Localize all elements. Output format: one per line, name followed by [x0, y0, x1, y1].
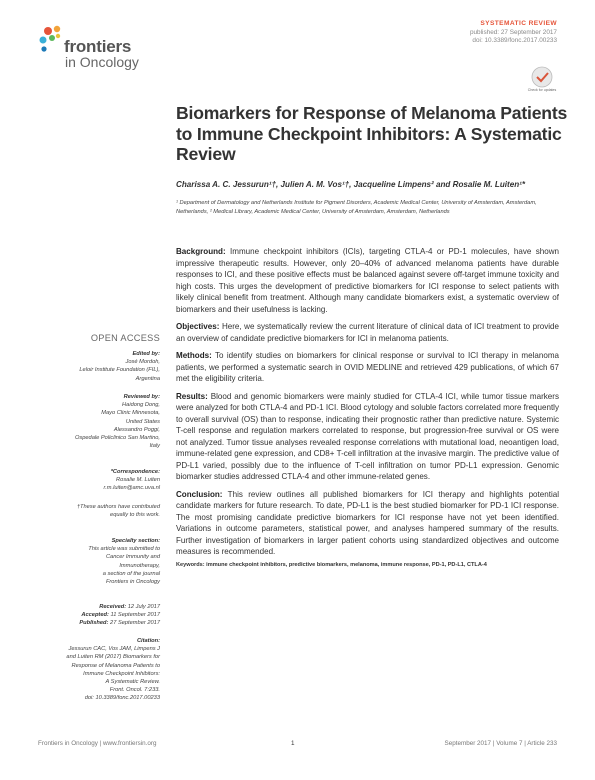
- citation-line: A Systematic Review.: [105, 679, 160, 686]
- footer-journal-link[interactable]: Frontiers in Oncology | www.frontiersin.org: [38, 740, 157, 747]
- conclusion-label: Conclusion:: [176, 489, 223, 499]
- citation-line: Front. Oncol. 7:233.: [109, 687, 160, 694]
- abstract: [176, 246, 559, 575]
- equal-contribution-note: [30, 503, 160, 519]
- reviewer-line: Haidong Dong,: [122, 402, 160, 409]
- article-title: Biomarkers for Response of Melanoma Patients to Immune Checkpoint Inhibitors: A Systematic Review: [176, 103, 568, 164]
- footer-issue-info: September 2017 | Volume 7 | Article 233: [444, 740, 557, 747]
- reviewer-line: Mayo Clinic Minnesota,: [101, 410, 160, 417]
- logo-journal-name: in Oncology: [65, 54, 139, 70]
- citation-line[interactable]: doi: 10.3389/fonc.2017.00233: [84, 695, 160, 702]
- correspondence-label: *Correspondence:: [110, 469, 160, 475]
- background-label: Background:: [176, 247, 226, 256]
- published-sidebar-date: 27 September 2017: [110, 620, 160, 627]
- citation-label: Citation:: [136, 638, 160, 644]
- specialty-line: Immunotherapy,: [119, 562, 160, 569]
- abstract-methods: [176, 350, 559, 385]
- accepted-label: Accepted:: [81, 612, 109, 619]
- page-number: 1: [291, 740, 295, 747]
- dates-block: [30, 603, 160, 628]
- results-text: Blood and genomic biomarkers were mainly studied for CTLA-4 ICI, while tumor tissue markers were analyzed for both CTLA-4 and PD-1 ICI. Blood cytology and soluble factors correlated more frequently to overall survival (OS) than to response, indicating their prognostic rather than predictive nature. Systemic T-cell response and regulation markers correlated to response, but progression-free survival or OS were not analyzed. Tumor tissue analyses revealed response correlations with mutational load, neoantigen load, immune-related gene expression, and CD8+ T-cell infiltration at the invasive margin. The predictive value of PD-L1 varied, possibly due to the influence of T-cell infiltration on tumor PD-L1 expression. Genomic biomarker studies addressed CTLA-4 and other immune-related genes.: [176, 391, 559, 481]
- methods-text: To identify studies on biomarkers for clinical response or survival to ICI therapy in melanoma patients, we performed a systematic search in OVID MEDLINE and retrieved 429 publications, of which 67 met the eligibility criteria.: [176, 351, 559, 383]
- reviewer-line: United States: [125, 418, 160, 425]
- specialty-line: This article was submitted to: [88, 546, 160, 553]
- correspondence-email[interactable]: r.m.luiten@amc.uva.nl: [103, 485, 160, 492]
- keywords-label: Keywords:: [176, 561, 205, 568]
- published-line: [30, 619, 160, 627]
- correspondence-block: [30, 468, 160, 493]
- logo-wordmark: frontiers: [64, 37, 132, 56]
- objectives-label: Objectives:: [176, 322, 220, 331]
- equal-contribution-line: equally to this work.: [110, 512, 160, 519]
- equal-contribution-line: †These authors have contributed: [76, 504, 160, 510]
- article-type: SYSTEMATIC REVIEW: [480, 20, 557, 27]
- specialty-section-label: Specialty section:: [111, 538, 160, 544]
- journal-logo: [38, 20, 178, 68]
- abstract-results: [176, 391, 559, 483]
- received-label: Received:: [99, 604, 127, 610]
- correspondence-name: Rosalie M. Luiten: [116, 477, 160, 484]
- specialty-section-block: [30, 537, 160, 586]
- published-date: published: 27 September 2017: [469, 28, 557, 36]
- doi: doi: 10.3389/fonc.2017.00233: [472, 37, 557, 45]
- accepted-date: 11 September 2017: [110, 612, 160, 619]
- reviewed-by-label: Reviewed by:: [123, 394, 160, 400]
- reviewed-by-block: [30, 393, 160, 450]
- reviewer-line: Italy: [149, 443, 160, 450]
- methods-label: Methods:: [176, 351, 212, 360]
- editor-line: Leloir Institute Foundation (FIL),: [79, 367, 160, 374]
- check-for-updates-badge[interactable]: [527, 66, 557, 100]
- affiliations: ¹ Department of Dermatology and Netherlands Institute for Pigment Disorders, Academic Medical Center, University of Amsterdam, Amsterdam, Netherlands, ² Medical Library, Academic Medical Center, University of Amsterdam, Amsterdam, Netherlands: [176, 200, 537, 215]
- reviewer-line: Ospedale Policlinico San Martino,: [74, 435, 160, 442]
- background-text: Immune checkpoint inhibitors (ICIs), targeting CTLA-4 or PD-1 molecules, have shown impressive therapeutic results. However, only 20–40% of advanced melanoma patients have durable responses to ICI, and these positive effects must be balanced against severe off-target immune toxicity and high costs. This urges the development of predictive biomarkers for ICI response to select patients with likely clinical benefit from treatment. Although many candidate biomarkers exist, a systematic overview of biomarkers and their usefulness is lacking.: [176, 247, 559, 314]
- editor-line: José Mordoh,: [125, 359, 160, 366]
- specialty-line: a section of the journal: [102, 570, 160, 577]
- abstract-objectives: [176, 321, 559, 344]
- objectives-text: Here, we systematically review the current literature of clinical data of ICI treatment to provide an overview of candidate predictive biomarkers for ICI in melanoma patients.: [176, 322, 559, 343]
- conclusion-text: This review outlines all published biomarkers for ICI therapy and highlights potential candidate markers for future research. To date, PD-L1 is the best studied biomarker for PD-1 ICI response. The most promising candidate predictive biomarkers for ICI response have not yet been identified. Variations in outcome parameters, statistical power, and analyses hampered summary of the results. Further investigation of biomarkers in larger patient cohorts using standardized objectives and outcome measures is recommended.: [176, 489, 559, 556]
- citation-line: Response of Melanoma Patients to: [71, 662, 160, 669]
- edited-by-block: [30, 350, 160, 383]
- check-updates-label: Check for updates: [527, 88, 557, 92]
- citation-block: [30, 637, 160, 703]
- reviewer-line: Alessandro Poggi,: [113, 426, 160, 433]
- keywords-text: immune checkpoint inhibitors, predictive biomarkers, melanoma, immune response, PD-1, PD-L1, CTLA-4: [206, 561, 487, 568]
- accepted-line: [30, 611, 160, 619]
- open-access-label: OPEN ACCESS: [90, 333, 160, 343]
- check-updates-icon: [527, 66, 557, 88]
- received-date: 12 July 2017: [127, 604, 160, 610]
- specialty-line: Frontiers in Oncology: [105, 579, 160, 586]
- results-label: Results:: [176, 391, 208, 401]
- specialty-line: Cancer Immunity and: [105, 554, 160, 561]
- citation-line: and Luiten RM (2017) Biomarkers for: [66, 654, 160, 661]
- keywords: [176, 562, 559, 570]
- citation-line: Immune Checkpoint Inhibitors:: [83, 670, 160, 677]
- edited-by-label: Edited by:: [132, 351, 160, 357]
- author-list: Charissa A. C. Jessurun¹†, Julien A. M. Vos¹†, Jacqueline Limpens² and Rosalie M. Luiten¹*: [176, 180, 526, 189]
- received-line: [30, 603, 160, 611]
- citation-line: Jessurun CAC, Vos JAM, Limpens J: [68, 646, 160, 653]
- abstract-background: [176, 246, 559, 315]
- article-header-info: [470, 20, 557, 46]
- abstract-conclusion: [176, 489, 559, 558]
- editor-line: Argentina: [135, 375, 160, 382]
- published-label: Published:: [79, 620, 109, 627]
